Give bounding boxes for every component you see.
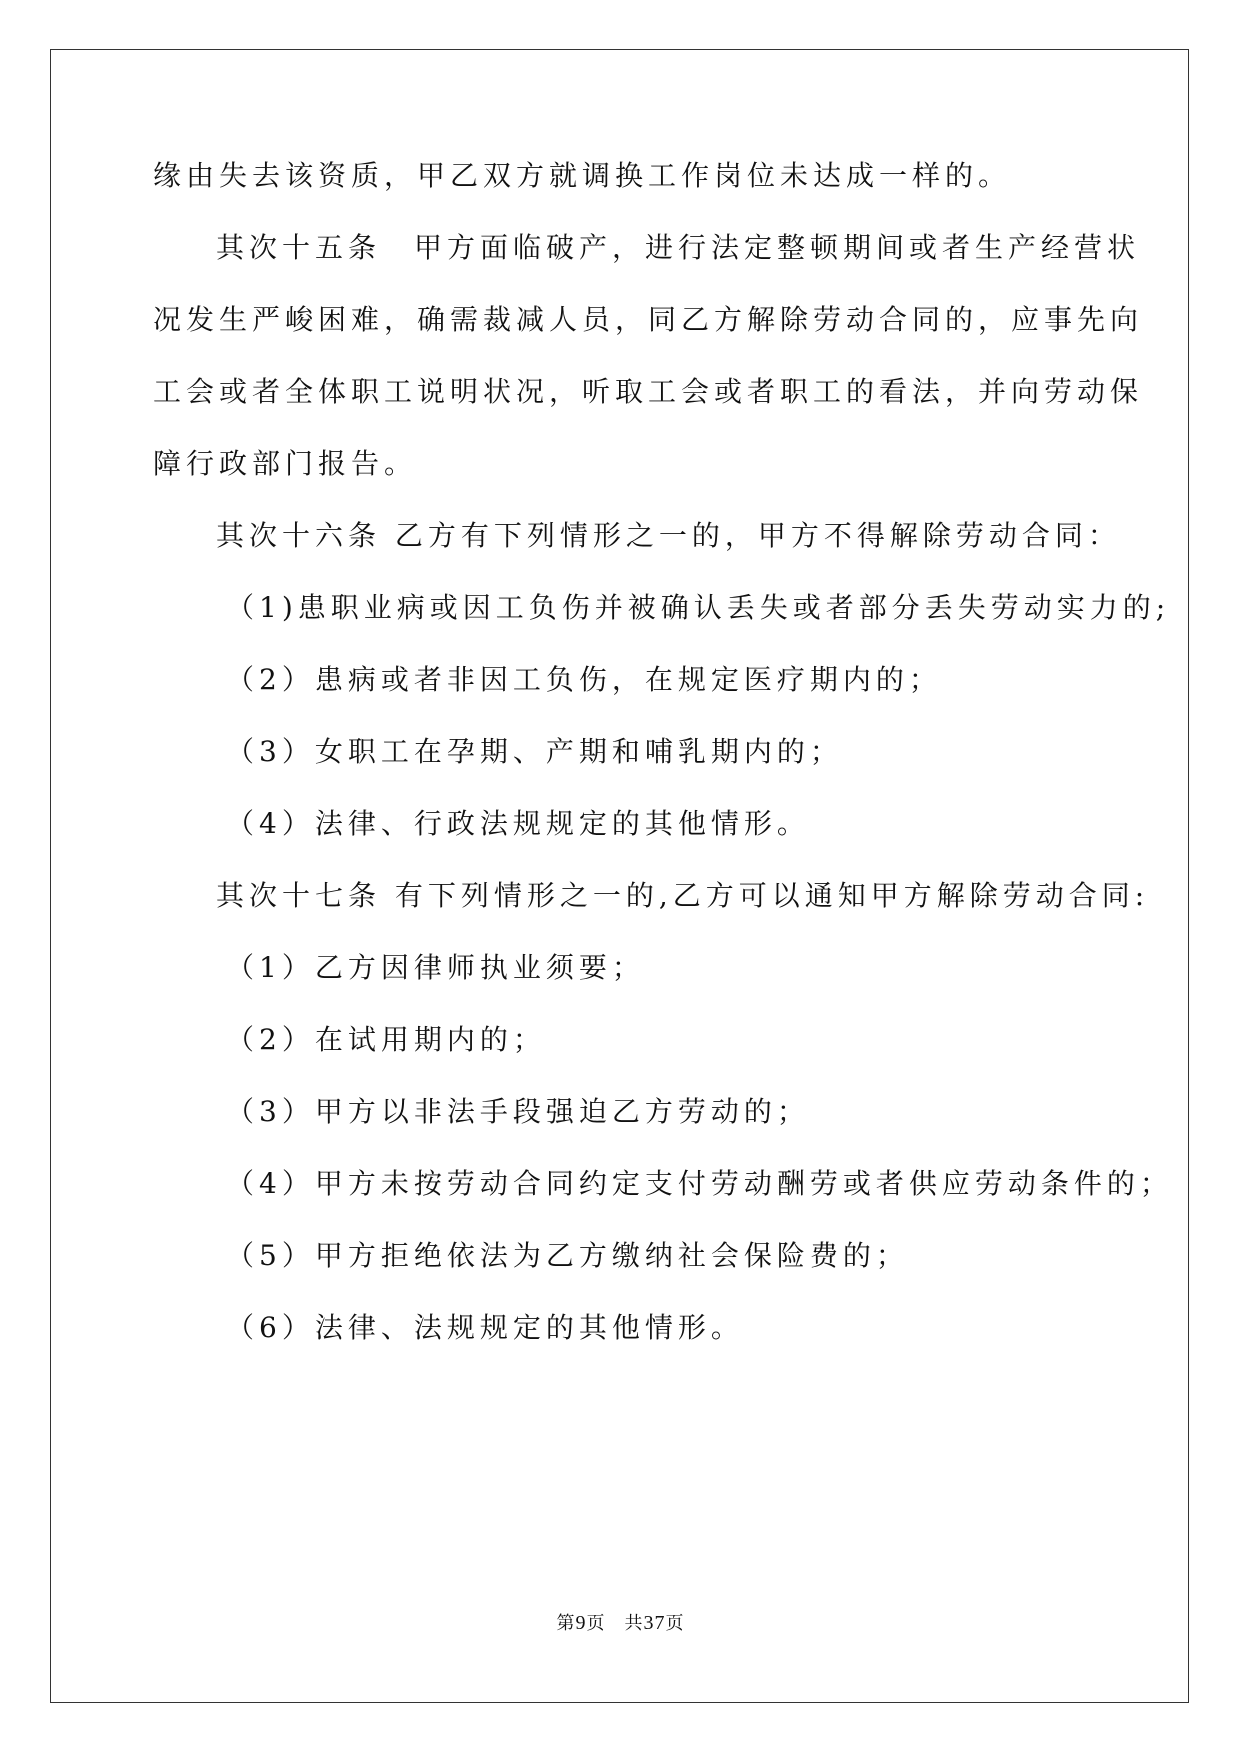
text-line-6: 其次十六条 乙方有下列情形之一的，甲方不得解除劳动合同： bbox=[216, 519, 1121, 552]
text-line-5: 障行政部门报告。 bbox=[153, 447, 418, 480]
text-line-9: （3）女职工在孕期、产期和哺乳期内的； bbox=[226, 735, 843, 768]
text-line-16: （5）甲方拒绝依法为乙方缴纳社会保险费的； bbox=[226, 1239, 909, 1272]
text-line-10: （4）法律、行政法规规定的其他情形。 bbox=[226, 807, 810, 840]
page-footer bbox=[0, 1611, 1241, 1636]
text-line-17: （6）法律、法规规定的其他情形。 bbox=[226, 1311, 744, 1344]
text-line-7: （1)患职业病或因工负伤并被确认丢失或者部分丢失劳动实力的; bbox=[226, 591, 1171, 624]
text-line-3: 况发生严峻困难，确需裁减人员，同乙方解除劳动合同的，应事先向 bbox=[153, 303, 1144, 336]
footer-suffix: 页 bbox=[665, 1613, 685, 1634]
text-line-14: （3）甲方以非法手段强迫乙方劳动的； bbox=[226, 1095, 810, 1128]
text-line-13: （2）在试用期内的； bbox=[226, 1023, 546, 1056]
text-line-15: （4）甲方未按劳动合同约定支付劳动酬劳或者供应劳动条件的； bbox=[226, 1167, 1173, 1200]
text-line-1: 缘由失去该资质，甲乙双方就调换工作岗位未达成一样的。 bbox=[153, 159, 1012, 192]
current-page-number: 9 bbox=[575, 1612, 587, 1634]
text-line-12: （1）乙方因律师执业须要； bbox=[226, 951, 645, 984]
text-line-2: 其次十五条 甲方面临破产，进行法定整顿期间或者生产经营状 bbox=[216, 231, 1141, 264]
text-line-11: 其次十七条 有下列情形之一的,乙方可以通知甲方解除劳动合同: bbox=[216, 879, 1150, 912]
total-page-count: 37 bbox=[643, 1612, 666, 1634]
page-border bbox=[50, 49, 1189, 1703]
footer-prefix: 第 bbox=[556, 1613, 576, 1634]
footer-middle: 页 共 bbox=[586, 1613, 644, 1634]
text-line-4: 工会或者全体职工说明状况，听取工会或者职工的看法，并向劳动保 bbox=[153, 375, 1144, 408]
text-line-8: （2）患病或者非因工负伤，在规定医疗期内的； bbox=[226, 663, 942, 696]
